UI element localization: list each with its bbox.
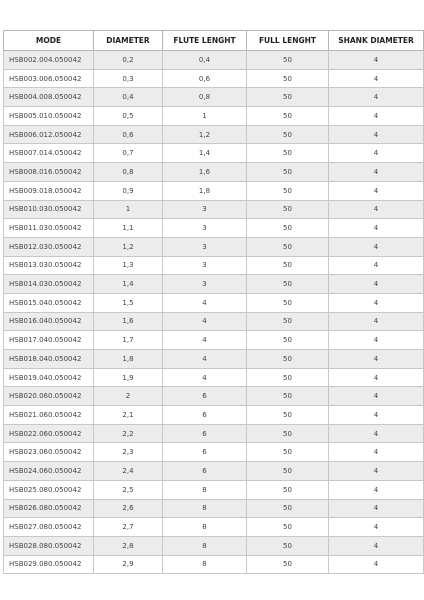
cell-full-length: 50 [247, 125, 329, 144]
cell-mode: HSB010.030.050042 [4, 200, 94, 219]
cell-diameter: 1,3 [94, 256, 163, 275]
cell-diameter: 2,5 [94, 480, 163, 499]
cell-mode: HSB005.010.050042 [4, 107, 94, 126]
cell-flute-length: 8 [163, 555, 247, 574]
cell-full-length: 50 [247, 107, 329, 126]
cell-full-length: 50 [247, 499, 329, 518]
cell-diameter: 2,6 [94, 499, 163, 518]
cell-diameter: 2,2 [94, 424, 163, 443]
cell-flute-length: 3 [163, 275, 247, 294]
table-row [4, 480, 424, 499]
table-row [4, 256, 424, 275]
cell-flute-length: 6 [163, 424, 247, 443]
cell-flute-length: 0,4 [163, 51, 247, 70]
cell-diameter: 0,6 [94, 125, 163, 144]
cell-mode: HSB021.060.050042 [4, 406, 94, 425]
cell-flute-length: 4 [163, 350, 247, 369]
cell-mode: HSB027.080.050042 [4, 518, 94, 537]
cell-full-length: 50 [247, 237, 329, 256]
cell-flute-length: 3 [163, 256, 247, 275]
table-row [4, 499, 424, 518]
cell-flute-length: 3 [163, 237, 247, 256]
cell-diameter: 1,5 [94, 293, 163, 312]
cell-diameter: 0,8 [94, 163, 163, 182]
table-row [4, 144, 424, 163]
cell-diameter: 2 [94, 387, 163, 406]
table-row [4, 200, 424, 219]
table-row [4, 331, 424, 350]
header-flute-length: FLUTE LENGHT [163, 31, 247, 51]
cell-diameter: 0,5 [94, 107, 163, 126]
cell-mode: HSB018.040.050042 [4, 350, 94, 369]
cell-mode: HSB023.060.050042 [4, 443, 94, 462]
cell-diameter: 1,6 [94, 312, 163, 331]
cell-flute-length: 6 [163, 443, 247, 462]
table-row [4, 293, 424, 312]
cell-full-length: 50 [247, 275, 329, 294]
cell-mode: HSB009.018.050042 [4, 181, 94, 200]
cell-shank-diameter: 4 [329, 88, 424, 107]
cell-diameter: 2,9 [94, 555, 163, 574]
cell-diameter: 2,8 [94, 536, 163, 555]
cell-full-length: 50 [247, 293, 329, 312]
cell-full-length: 50 [247, 181, 329, 200]
cell-flute-length: 1,2 [163, 125, 247, 144]
cell-full-length: 50 [247, 200, 329, 219]
table-row [4, 237, 424, 256]
cell-full-length: 50 [247, 350, 329, 369]
cell-diameter: 1,9 [94, 368, 163, 387]
cell-mode: HSB008.016.050042 [4, 163, 94, 182]
cell-diameter: 0,7 [94, 144, 163, 163]
cell-full-length: 50 [247, 536, 329, 555]
cell-full-length: 50 [247, 480, 329, 499]
cell-shank-diameter: 4 [329, 256, 424, 275]
cell-flute-length: 1,6 [163, 163, 247, 182]
cell-diameter: 0,9 [94, 181, 163, 200]
cell-shank-diameter: 4 [329, 200, 424, 219]
cell-mode: HSB024.060.050042 [4, 462, 94, 481]
cell-shank-diameter: 4 [329, 368, 424, 387]
cell-flute-length: 0,8 [163, 88, 247, 107]
cell-shank-diameter: 4 [329, 331, 424, 350]
cell-flute-length: 8 [163, 536, 247, 555]
cell-mode: HSB025.080.050042 [4, 480, 94, 499]
table-row [4, 51, 424, 70]
cell-mode: HSB004.008.050042 [4, 88, 94, 107]
cell-full-length: 50 [247, 144, 329, 163]
table-row [4, 88, 424, 107]
cell-shank-diameter: 4 [329, 237, 424, 256]
table-row [4, 312, 424, 331]
cell-diameter: 2,3 [94, 443, 163, 462]
header-mode: MODE [4, 31, 94, 51]
table-row [4, 163, 424, 182]
cell-diameter: 2,1 [94, 406, 163, 425]
header-full-length: FULL LENGHT [247, 31, 329, 51]
cell-shank-diameter: 4 [329, 424, 424, 443]
cell-full-length: 50 [247, 368, 329, 387]
table-row [4, 107, 424, 126]
cell-flute-length: 1 [163, 107, 247, 126]
cell-shank-diameter: 4 [329, 480, 424, 499]
table-row [4, 181, 424, 200]
table-row [4, 69, 424, 88]
cell-shank-diameter: 4 [329, 293, 424, 312]
cell-shank-diameter: 4 [329, 69, 424, 88]
cell-flute-length: 6 [163, 462, 247, 481]
cell-mode: HSB002.004.050042 [4, 51, 94, 70]
cell-flute-length: 4 [163, 293, 247, 312]
cell-shank-diameter: 4 [329, 125, 424, 144]
cell-full-length: 50 [247, 219, 329, 238]
cell-full-length: 50 [247, 424, 329, 443]
cell-shank-diameter: 4 [329, 275, 424, 294]
cell-shank-diameter: 4 [329, 387, 424, 406]
cell-diameter: 1,1 [94, 219, 163, 238]
cell-flute-length: 4 [163, 331, 247, 350]
table-row [4, 219, 424, 238]
table-row [4, 462, 424, 481]
cell-shank-diameter: 4 [329, 51, 424, 70]
cell-diameter: 0,4 [94, 88, 163, 107]
cell-full-length: 50 [247, 69, 329, 88]
cell-full-length: 50 [247, 51, 329, 70]
cell-diameter: 1,8 [94, 350, 163, 369]
cell-mode: HSB017.040.050042 [4, 331, 94, 350]
cell-shank-diameter: 4 [329, 443, 424, 462]
cell-full-length: 50 [247, 88, 329, 107]
cell-shank-diameter: 4 [329, 555, 424, 574]
cell-diameter: 2,4 [94, 462, 163, 481]
table-row [4, 536, 424, 555]
table-row [4, 387, 424, 406]
cell-flute-length: 8 [163, 499, 247, 518]
cell-flute-length: 1,8 [163, 181, 247, 200]
cell-flute-length: 6 [163, 387, 247, 406]
cell-full-length: 50 [247, 555, 329, 574]
cell-shank-diameter: 4 [329, 518, 424, 537]
cell-flute-length: 6 [163, 406, 247, 425]
cell-full-length: 50 [247, 462, 329, 481]
cell-mode: HSB015.040.050042 [4, 293, 94, 312]
cell-diameter: 2,7 [94, 518, 163, 537]
cell-mode: HSB022.060.050042 [4, 424, 94, 443]
cell-flute-length: 1,4 [163, 144, 247, 163]
cell-full-length: 50 [247, 331, 329, 350]
spec-table-body [4, 51, 424, 574]
cell-mode: HSB012.030.050042 [4, 237, 94, 256]
cell-shank-diameter: 4 [329, 462, 424, 481]
cell-mode: HSB019.040.050042 [4, 368, 94, 387]
cell-shank-diameter: 4 [329, 107, 424, 126]
cell-mode: HSB020.060.050042 [4, 387, 94, 406]
cell-flute-length: 4 [163, 312, 247, 331]
table-row [4, 368, 424, 387]
table-row [4, 350, 424, 369]
cell-flute-length: 4 [163, 368, 247, 387]
cell-mode: HSB003.006.050042 [4, 69, 94, 88]
cell-flute-length: 8 [163, 518, 247, 537]
cell-shank-diameter: 4 [329, 312, 424, 331]
cell-shank-diameter: 4 [329, 350, 424, 369]
cell-shank-diameter: 4 [329, 499, 424, 518]
cell-diameter: 1,4 [94, 275, 163, 294]
cell-full-length: 50 [247, 312, 329, 331]
cell-shank-diameter: 4 [329, 536, 424, 555]
cell-mode: HSB007.014.050042 [4, 144, 94, 163]
table-row [4, 555, 424, 574]
cell-shank-diameter: 4 [329, 144, 424, 163]
cell-flute-length: 8 [163, 480, 247, 499]
table-row [4, 125, 424, 144]
cell-mode: HSB014.030.050042 [4, 275, 94, 294]
spec-table-head [4, 31, 424, 51]
spec-table [3, 30, 424, 574]
cell-diameter: 1 [94, 200, 163, 219]
cell-full-length: 50 [247, 387, 329, 406]
cell-flute-length: 0,6 [163, 69, 247, 88]
header-row [4, 31, 424, 51]
cell-diameter: 1,7 [94, 331, 163, 350]
cell-diameter: 0,3 [94, 69, 163, 88]
cell-mode: HSB028.080.050042 [4, 536, 94, 555]
cell-shank-diameter: 4 [329, 181, 424, 200]
table-row [4, 518, 424, 537]
cell-full-length: 50 [247, 163, 329, 182]
cell-shank-diameter: 4 [329, 219, 424, 238]
table-row [4, 424, 424, 443]
table-row [4, 443, 424, 462]
cell-diameter: 0,2 [94, 51, 163, 70]
cell-mode: HSB026.080.050042 [4, 499, 94, 518]
cell-full-length: 50 [247, 518, 329, 537]
cell-full-length: 50 [247, 256, 329, 275]
cell-flute-length: 3 [163, 219, 247, 238]
cell-flute-length: 3 [163, 200, 247, 219]
cell-shank-diameter: 4 [329, 163, 424, 182]
cell-full-length: 50 [247, 406, 329, 425]
cell-mode: HSB011.030.050042 [4, 219, 94, 238]
cell-mode: HSB013.030.050042 [4, 256, 94, 275]
cell-full-length: 50 [247, 443, 329, 462]
table-row [4, 406, 424, 425]
cell-diameter: 1,2 [94, 237, 163, 256]
header-shank-diameter: SHANK DIAMETER [329, 31, 424, 51]
cell-mode: HSB006.012.050042 [4, 125, 94, 144]
cell-mode: HSB029.080.050042 [4, 555, 94, 574]
header-diameter: DIAMETER [94, 31, 163, 51]
cell-shank-diameter: 4 [329, 406, 424, 425]
cell-mode: HSB016.040.050042 [4, 312, 94, 331]
table-row [4, 275, 424, 294]
